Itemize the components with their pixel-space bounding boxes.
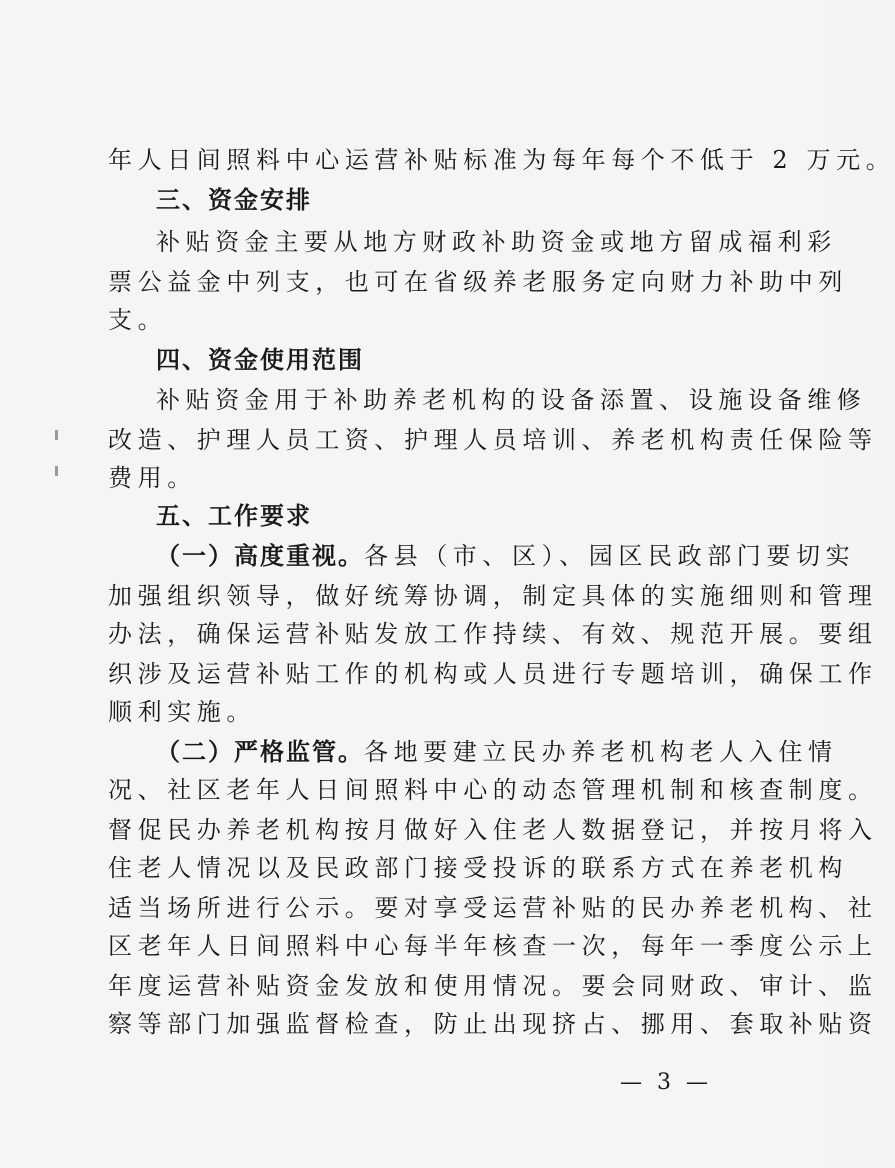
body-text-line: 支。 [108,306,168,334]
body-text-line: 适当场所进行公示。要对享受运营补贴的民办养老机构、社 [108,894,878,922]
body-text-line: 住老人情况以及民政部门接受投诉的联系方式在养老机构 [108,854,848,882]
body-text-line: 织涉及运营补贴工作的机构或人员进行专题培训，确保工作 [108,660,878,688]
subsection-title-attention: （一）高度重视。 [156,542,364,570]
body-text-line: 年度运营补贴资金发放和使用情况。要会同财政、审计、监 [108,972,878,1000]
body-text-line: 年人日间照料中心运营补贴标准为每年每个不低于 2 万元。 [108,146,895,174]
body-text-line: 办法，确保运营补贴发放工作持续、有效、规范开展。要组 [108,620,878,648]
body-text-run: 各县（市、区）、园区民政部门要切实 [364,542,856,570]
body-text-run: 各地要建立民办养老机构老人入住情 [364,738,838,766]
page-number: — 3 — [620,1070,712,1095]
body-text-line: 票公益金中列支，也可在省级养老服务定向财力补助中列 [108,268,848,296]
section-heading-requirements: 五、工作要求 [156,502,312,530]
subsection-paragraph-start [156,732,838,772]
body-text-line: 察等部门加强监督检查，防止出现挤占、挪用、套取补贴资 [108,1010,878,1038]
scan-mark [55,466,58,476]
body-text-line: 督促民办养老机构按月做好入住老人数据登记，并按月将入 [108,816,878,844]
body-text-line: 加强组织领导，做好统筹协调，制定具体的实施细则和管理 [108,582,878,610]
body-text-line: 补贴资金用于补助养老机构的设备添置、设施设备维修 [156,386,867,414]
section-heading-funding: 三、资金安排 [156,186,312,214]
body-text-line: 况、社区老年人日间照料中心的动态管理机制和核查制度。 [108,776,878,804]
subsection-paragraph-start [156,536,856,576]
body-text-line: 费用。 [108,464,197,492]
subsection-title-supervision: （二）严格监管。 [156,738,364,766]
body-text-line: 补贴资金主要从地方财政补助资金或地方留成福利彩 [156,228,837,256]
body-text-line: 顺利实施。 [108,698,256,726]
body-text-line: 改造、护理人员工资、护理人员培训、养老机构责任保险等 [108,426,878,454]
scan-mark [55,430,58,440]
section-heading-scope: 四、资金使用范围 [156,346,364,374]
body-text-line: 区老年人日间照料中心每半年核查一次，每年一季度公示上 [108,932,878,960]
